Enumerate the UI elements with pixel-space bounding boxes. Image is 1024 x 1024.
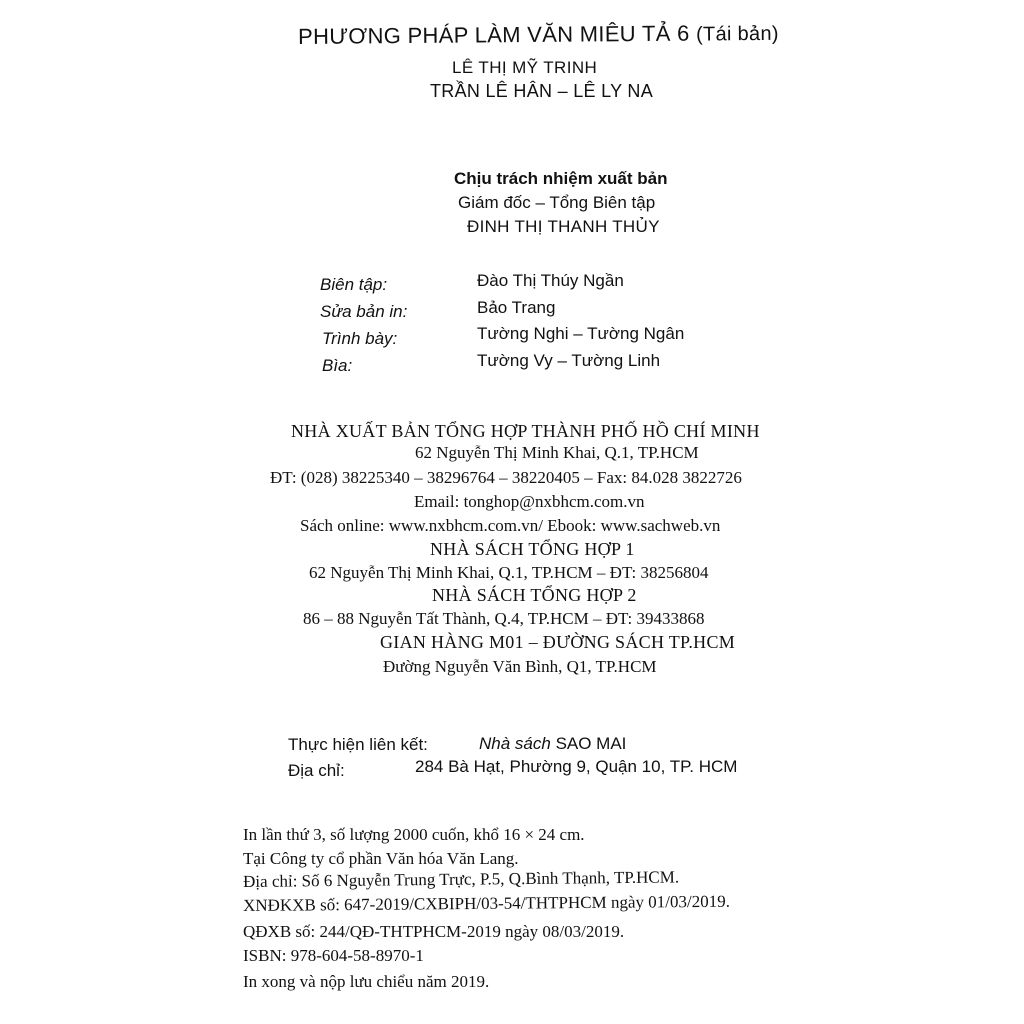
credit-value-editor: Đào Thị Thúy Ngần	[477, 271, 624, 290]
publisher-name: NHÀ XUẤT BẢN TỔNG HỢP THÀNH PHỐ HỒ CHÍ MINH	[291, 421, 760, 441]
responsibility-heading: Chịu trách nhiệm xuất bản	[454, 169, 668, 188]
deposit-note: In xong và nộp lưu chiểu năm 2019.	[243, 972, 490, 991]
registration-number: XNĐKXB số: 647-2019/CXBIPH/03-54/THTPHCM ngày 01/03/2019.	[242, 891, 731, 915]
partner-label: Thực hiện liên kết:	[288, 735, 428, 754]
publishing-decision: QĐXB số: 244/QĐ-THTPHCM-2019 ngày 08/03/2019.	[243, 922, 625, 941]
responsibility-role: Giám đốc – Tổng Biên tập	[458, 193, 656, 212]
book-title: PHƯƠNG PHÁP LÀM VĂN MIÊU TẢ 6	[297, 20, 690, 49]
store-1-address: 62 Nguyễn Thị Minh Khai, Q.1, TP.HCM – ĐT: 38256804	[309, 563, 709, 582]
printer: Tại Công ty cổ phần Văn hóa Văn Lang.	[243, 849, 519, 868]
store-1-name: NHÀ SÁCH TỔNG HỢP 1	[430, 539, 635, 559]
partner-address-label: Địa chỉ:	[288, 761, 345, 780]
printer-address: Địa chỉ: Số 6 Nguyễn Trung Trực, P.5, Q.Bình Thạnh, TP.HCM.	[242, 867, 680, 891]
publisher-online: Sách online: www.nxbhcm.com.vn/ Ebook: www.sachweb.vn	[300, 516, 721, 535]
credit-label-cover: Bìa:	[322, 356, 353, 375]
store-2-name: NHÀ SÁCH TỔNG HỢP 2	[432, 585, 637, 605]
author-2: TRẦN LÊ HÂN – LÊ LY NA	[430, 81, 654, 101]
credit-label-proofreader: Sửa bản in:	[320, 302, 408, 321]
publisher-address: 62 Nguyễn Thị Minh Khai, Q.1, TP.HCM	[415, 443, 699, 462]
stall-address: Đường Nguyễn Văn Bình, Q1, TP.HCM	[383, 657, 657, 676]
credit-value-layout: Tường Nghi – Tường Ngân	[477, 324, 685, 343]
credit-value-cover: Tường Vy – Tường Linh	[477, 351, 661, 370]
publisher-email: Email: tonghop@nxbhcm.com.vn	[414, 492, 645, 511]
responsibility-name: ĐINH THỊ THANH THỦY	[467, 217, 660, 236]
partner-value-prefix: Nhà sách	[479, 734, 551, 753]
stall-name: GIAN HÀNG M01 – ĐƯỜNG SÁCH TP.HCM	[380, 632, 736, 652]
book-title-row	[298, 22, 779, 48]
store-2-address: 86 – 88 Nguyễn Tất Thành, Q.4, TP.HCM – ĐT: 39433868	[303, 609, 705, 628]
partner-value	[479, 735, 626, 752]
credit-label-editor: Biên tập:	[320, 275, 388, 294]
author-1: LÊ THỊ MỸ TRINH	[452, 58, 598, 77]
partner-address-value: 284 Bà Hạt, Phường 9, Quận 10, TP. HCM	[415, 757, 738, 776]
partner-value-name: SAO MAI	[555, 734, 627, 753]
edition-note: (Tái bản)	[695, 22, 779, 46]
isbn: ISBN: 978-604-58-8970-1	[243, 946, 424, 965]
credit-label-layout: Trình bày:	[322, 329, 398, 348]
credit-value-proofreader: Bảo Trang	[477, 298, 556, 317]
print-run: In lần thứ 3, số lượng 2000 cuốn, khổ 16 × 24 cm.	[243, 825, 585, 844]
publisher-phone: ĐT: (028) 38225340 – 38296764 – 38220405 – Fax: 84.028 3822726	[270, 468, 742, 487]
